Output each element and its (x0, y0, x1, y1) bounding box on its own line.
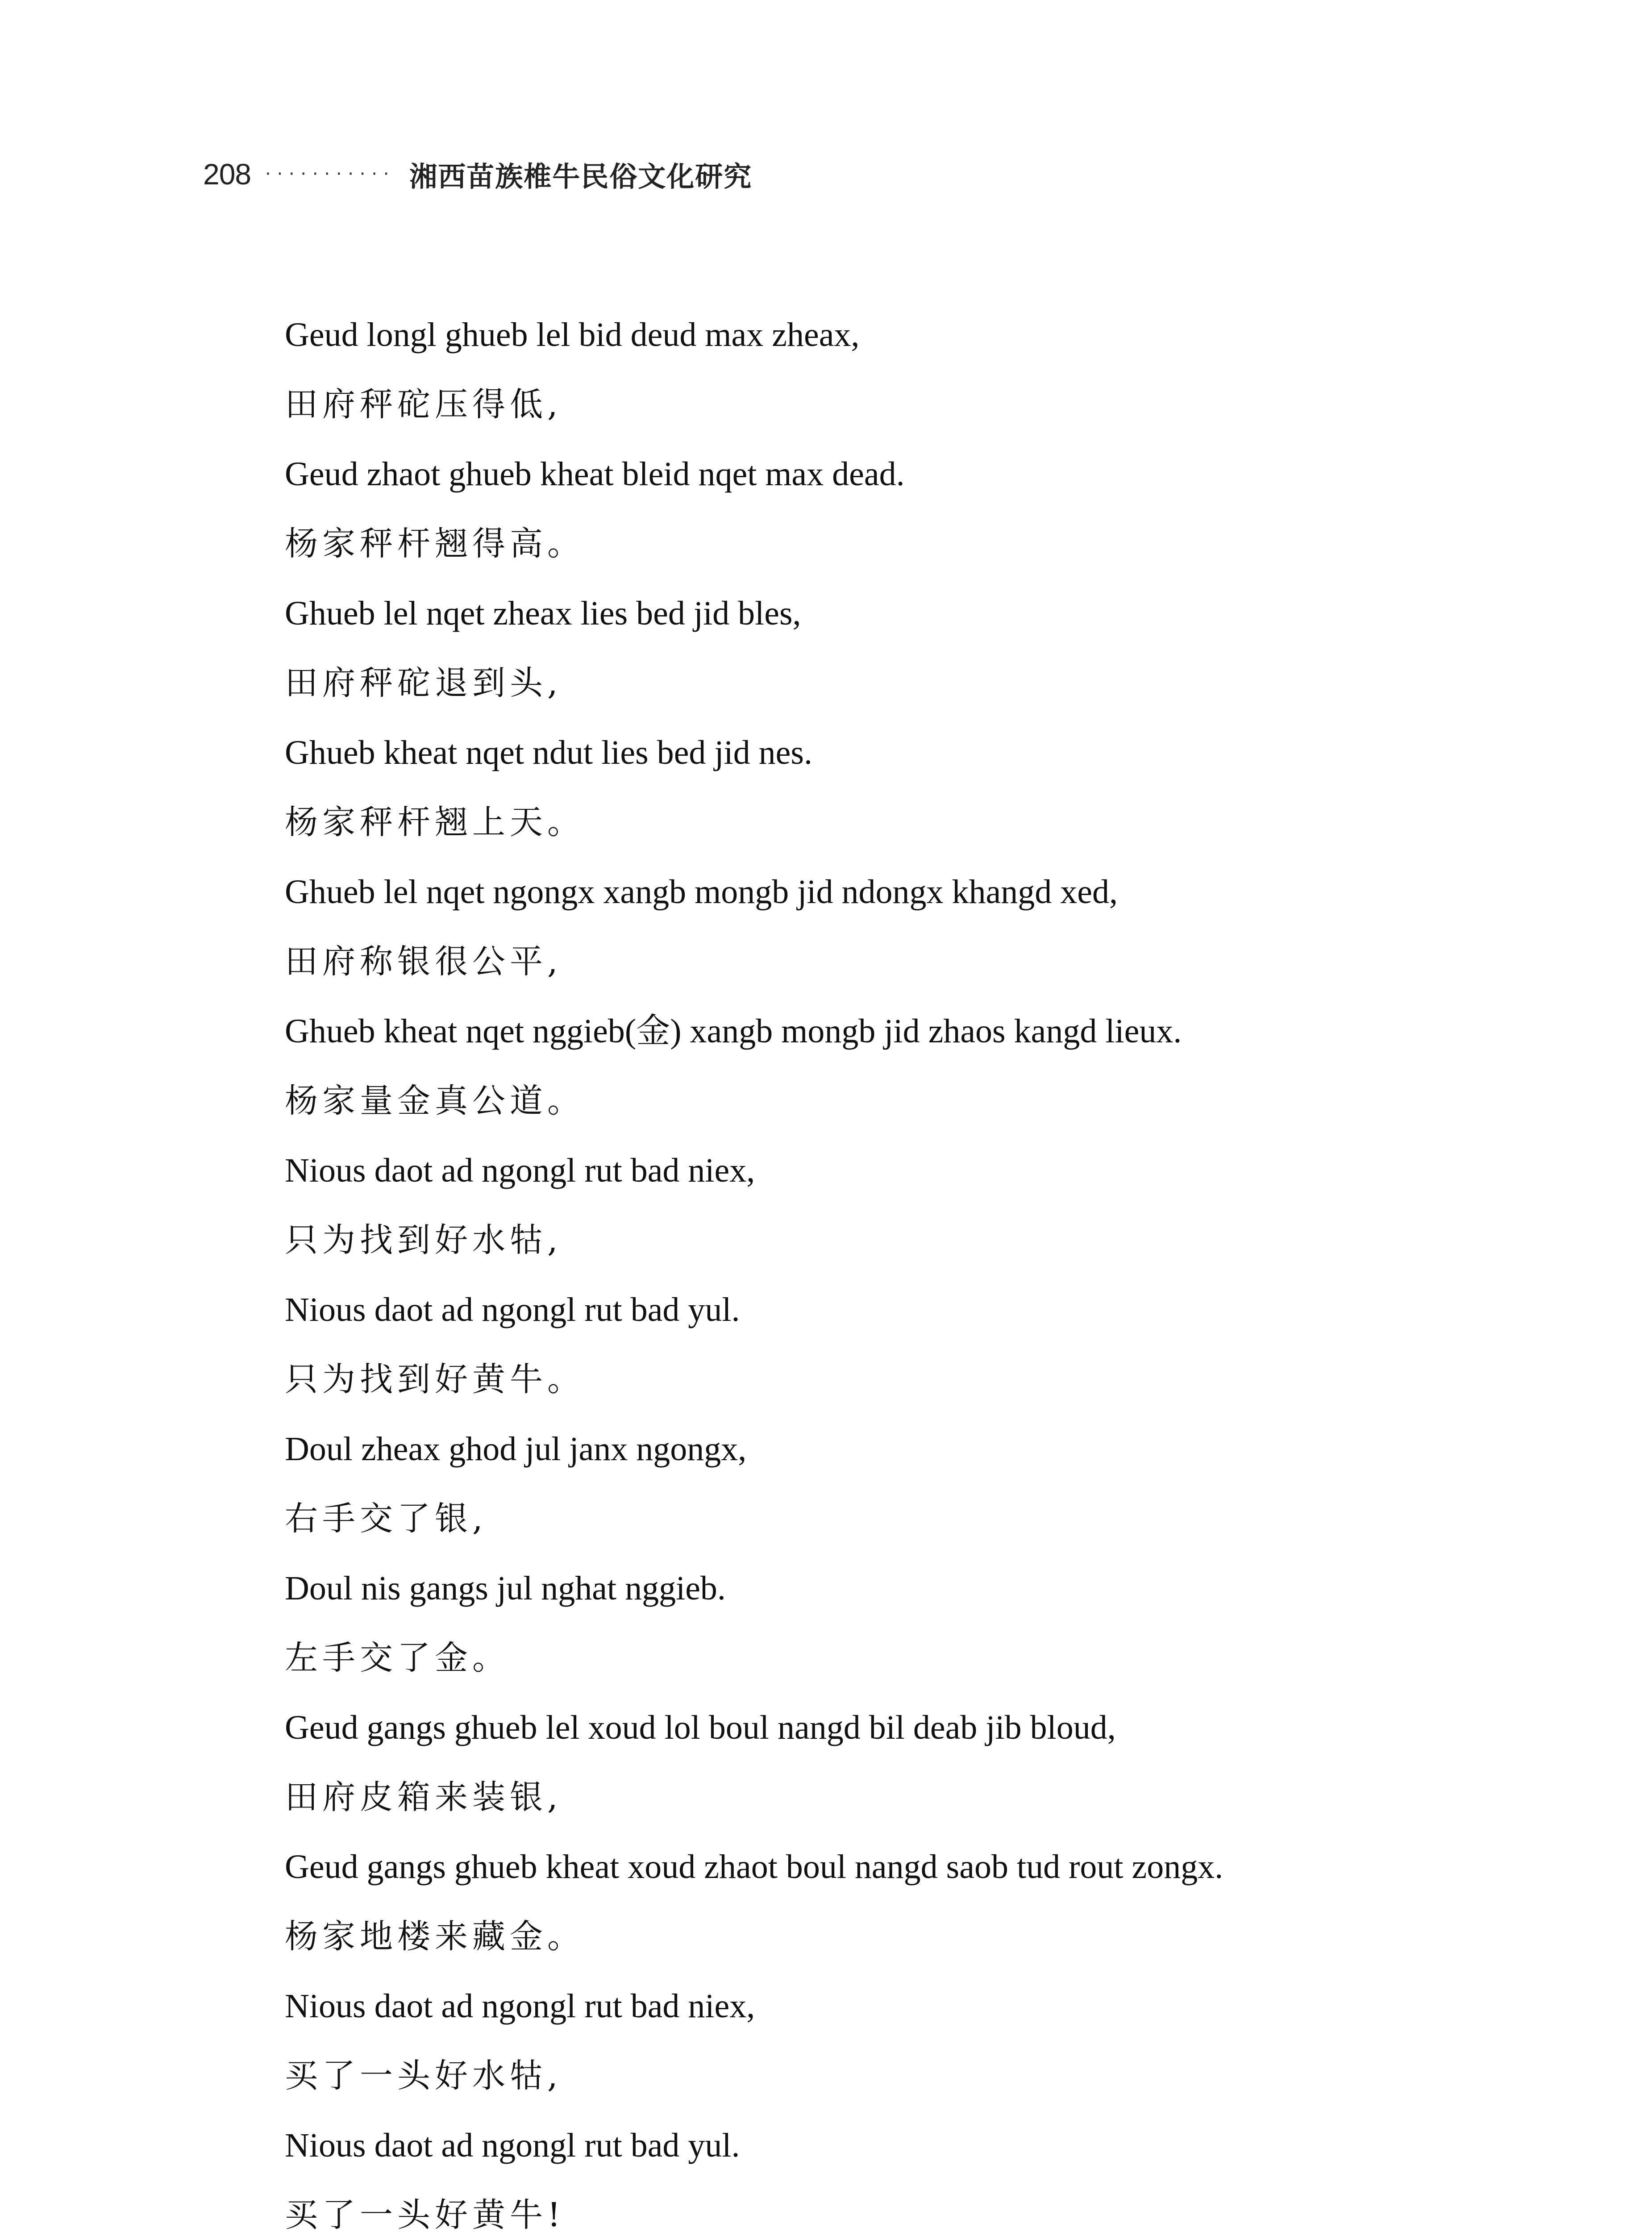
verse-line-miao: Geud gangs ghueb lel xoud lol boul nangd bil deab jib bloud, (285, 1709, 1116, 1746)
verse-line-chinese: 田府秤砣压得低, (285, 385, 562, 424)
running-header (203, 147, 752, 201)
verse-line-miao: Geud longl ghueb lel bid deud max zheax, (285, 316, 860, 354)
verse-line-miao: Geud zhaot ghueb kheat bleid nqet max dead. (285, 455, 905, 493)
verse-line-miao: Doul zheax ghod jul janx ngongx, (285, 1430, 747, 1468)
verse-line-chinese: 只为找到好黄牛。 (285, 1360, 585, 1399)
header-leader-dots: ··········· (263, 165, 394, 183)
verse-line-chinese: 田府称银很公平, (285, 942, 562, 981)
verse-line-miao: Ghueb lel nqet zheax lies bed jid bles, (285, 595, 801, 632)
verse-line-miao: Nious daot ad ngongl rut bad niex, (285, 1987, 755, 2025)
verse-line-miao: Geud gangs ghueb kheat xoud zhaot boul nangd saob tud rout zongx. (285, 1848, 1223, 1886)
verse-line-miao: Doul nis gangs jul nghat nggieb. (285, 1570, 726, 1607)
verse-block (285, 310, 1579, 2232)
verse-line-chinese: 田府皮箱来装银, (285, 1778, 562, 1816)
verse-line-chinese: 右手交了银, (285, 1499, 487, 1538)
page-number: 208 (203, 158, 251, 191)
verse-line-chinese: 杨家秤杆翘上天。 (285, 803, 585, 841)
verse-line-chinese: 买了一头好黄牛! (285, 2196, 565, 2232)
verse-line-chinese: 买了一头好水牯, (285, 2057, 562, 2095)
verse-line-miao: Nious daot ad ngongl rut bad niex, (285, 1152, 755, 1189)
verse-line-miao: Ghueb kheat nqet ndut lies bed jid nes. (285, 734, 812, 771)
verse-line-miao: Nious daot ad ngongl rut bad yul. (285, 2127, 740, 2164)
verse-line-chinese: 左手交了金。 (285, 1639, 510, 1677)
verse-line-chinese: 杨家量金真公道。 (285, 1082, 585, 1120)
verse-line-chinese: 田府秤砣退到头, (285, 664, 562, 702)
verse-line-chinese: 只为找到好水牯, (285, 1221, 562, 1259)
verse-line-chinese: 杨家地楼来藏金。 (285, 1917, 585, 1956)
verse-line-miao: Ghueb kheat nqet nggieb(金) xangb mongb jid zhaos kangd lieux. (285, 1012, 1182, 1050)
verse-line-miao: Ghueb lel nqet ngongx xangb mongb jid ndongx khangd xed, (285, 873, 1118, 911)
verse-line-miao: Nious daot ad ngongl rut bad yul. (285, 1291, 740, 1328)
verse-line-chinese: 杨家秤杆翘得高。 (285, 525, 585, 563)
book-title: 湘西苗族椎牛民俗文化研究 (409, 160, 753, 193)
